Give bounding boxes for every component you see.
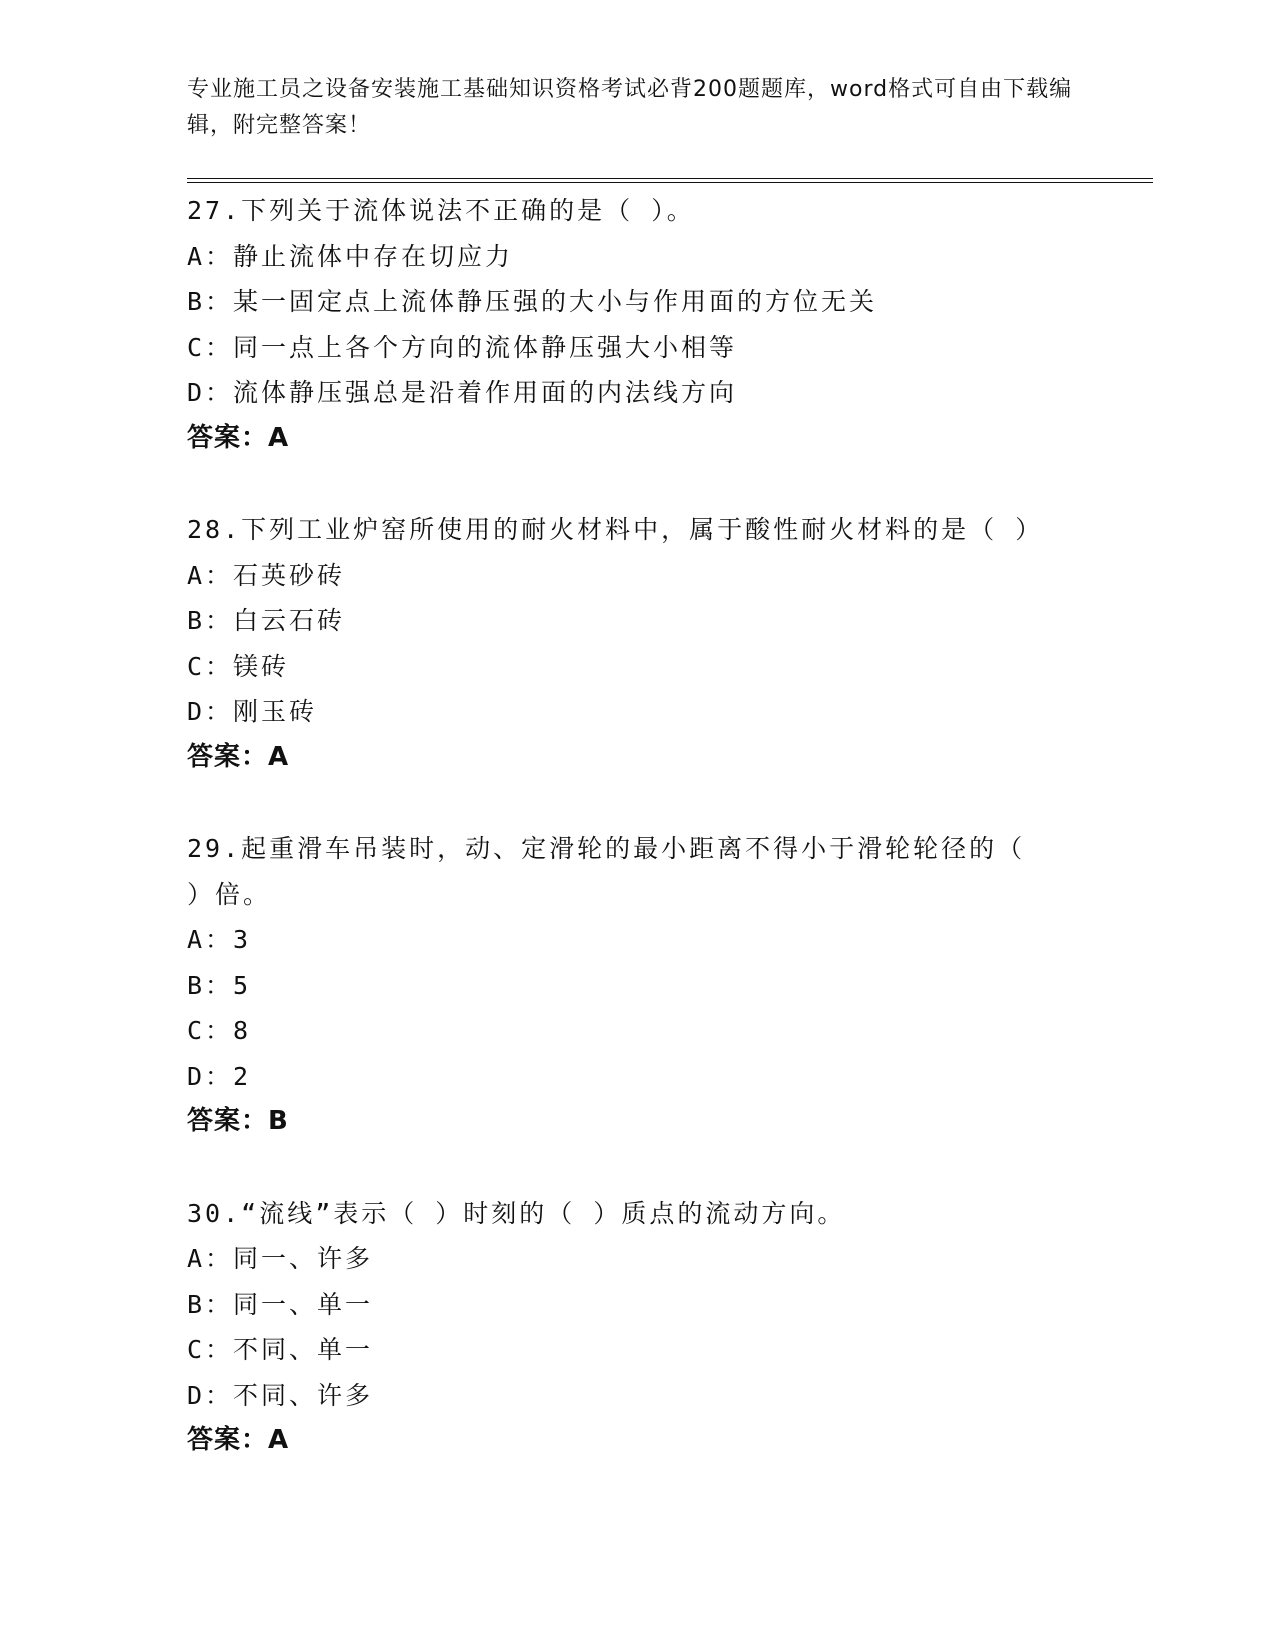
option-d: D：2 (187, 1061, 252, 1091)
option-d: D：流体静压强总是沿着作用面的内法线方向 (187, 378, 738, 407)
option-b: B：5 (187, 970, 252, 1000)
question-29 (187, 826, 1087, 1145)
question-stem: 28.下列工业炉窑所使用的耐火材料中，属于酸性耐火材料的是（ ） (187, 515, 1044, 544)
header-divider-top (187, 178, 1153, 179)
option-a: A：同一、许多 (187, 1244, 374, 1273)
header-divider-bottom (187, 182, 1153, 183)
document-header (187, 72, 1087, 144)
question-stem: 29.起重滑车吊装时，动、定滑轮的最小距离不得小于滑轮轮径的（ (187, 834, 1026, 863)
question-list (187, 188, 1087, 1510)
answer-line: 答案：A (187, 741, 290, 772)
answer-line: 答案：A (187, 1425, 290, 1455)
option-b: B：白云石砖 (187, 606, 346, 635)
option-d: D：刚玉砖 (187, 697, 318, 726)
option-c: C：同一点上各个方向的流体静压强大小相等 (187, 332, 738, 362)
option-d: D：不同、许多 (187, 1380, 374, 1410)
option-b: B：同一、单一 (187, 1289, 374, 1319)
question-stem: 27.下列关于流体说法不正确的是（ ）。 (187, 196, 695, 225)
option-c: C：不同、单一 (187, 1335, 374, 1364)
option-b: B：某一固定点上流体静压强的大小与作用面的方位无关 (187, 287, 878, 316)
question-27 (187, 188, 1087, 461)
option-a: A：3 (187, 925, 252, 954)
header-title: 专业施工员之设备安装施工基础知识资格考试必背200题题库，word格式可自由下载编辑，附完整答案！ (187, 77, 1073, 138)
answer-line: 答案：A (187, 422, 290, 453)
answer-line: 答案：B (187, 1106, 289, 1136)
question-30 (187, 1191, 1087, 1464)
option-a: A：静止流体中存在切应力 (187, 241, 514, 271)
question-28 (187, 507, 1087, 780)
question-stem: 30.“流线”表示（ ）时刻的（ ）质点的流动方向。 (187, 1198, 846, 1228)
option-a: A：石英砂砖 (187, 560, 346, 590)
question-stem-continued: ）倍。 (187, 879, 272, 909)
option-c: C：镁砖 (187, 651, 290, 681)
option-c: C：8 (187, 1016, 252, 1045)
